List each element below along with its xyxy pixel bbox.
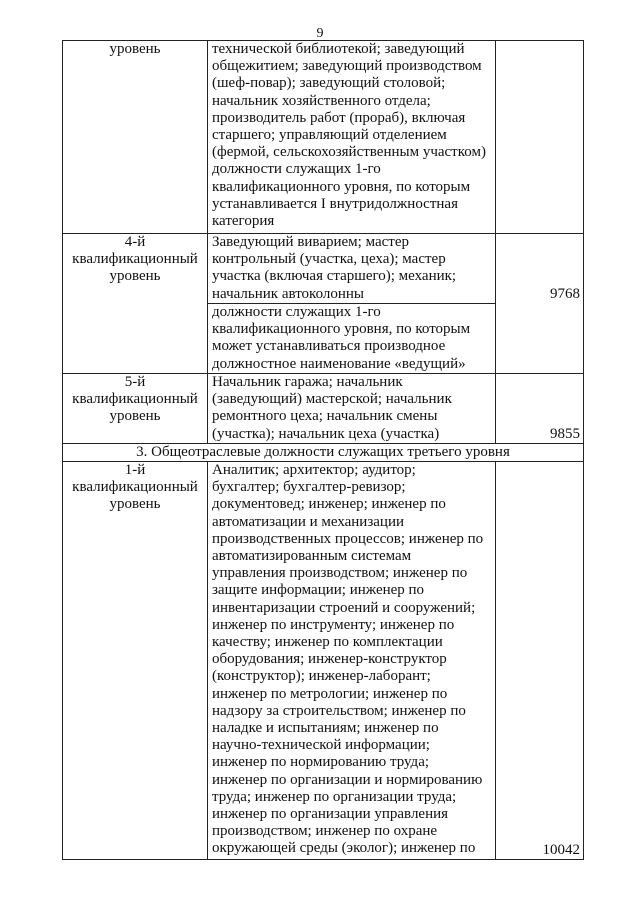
desc-line: (конструктор); инженер-лаборант; [212, 668, 431, 685]
desc-line: управления производством; инженер по [212, 565, 468, 582]
desc-line: категория [212, 213, 275, 230]
desc-line: (заведующий) мастерской; начальник [212, 391, 452, 408]
table-row [63, 374, 584, 444]
desc-line: начальник автоколонны [212, 285, 365, 302]
desc-line: производственных процессов; инженер по [212, 530, 484, 547]
desc-line: наладке и испытаниям; инженер по [212, 720, 439, 737]
desc-line: технической библиотекой; заведующий [212, 41, 465, 57]
desc-line: должности служащих 1-го [212, 304, 381, 320]
desc-line: должностное наименование «ведущий» [212, 355, 466, 372]
desc-line: документовед; инженер; инженер по [212, 496, 446, 513]
level-cell [63, 374, 208, 444]
level-line: квалификационный [72, 251, 198, 268]
level-line: 1-й [124, 462, 146, 478]
level-line: уровень [109, 408, 161, 425]
desc-line: Аналитик; архитектор; аудитор; [212, 462, 416, 478]
desc-line: Заведующий виварием; мастер [212, 234, 409, 250]
level-line: уровень [109, 268, 161, 285]
level-line: 4-й [124, 234, 146, 250]
desc-line: автоматизации и механизации [212, 513, 405, 530]
table-row [63, 234, 584, 304]
salary-cell: 9855 [496, 374, 584, 444]
level-cell [63, 462, 208, 860]
desc-line: ремонтного цеха; начальник смены [212, 408, 438, 425]
desc-line: инвентаризации строений и сооружений; [212, 599, 476, 616]
desc-line: бухгалтер; бухгалтер-ревизор; [212, 479, 406, 496]
level-line: 5-й [124, 374, 146, 390]
desc-line: надзору за строительством; инженер по [212, 702, 466, 719]
description-cell [208, 234, 496, 304]
desc-line: инженер по метрологии; инженер по [212, 685, 448, 702]
description-cell [208, 374, 496, 444]
salary-cell: 10042 [496, 462, 584, 860]
table-row [63, 41, 584, 234]
desc-line: должности служащих 1-го [212, 161, 381, 178]
desc-line: квалификационного уровня, по которым [212, 321, 471, 338]
desc-line: старшего; управляющий отделением [212, 127, 447, 144]
desc-line: защите информации; инженер по [212, 582, 425, 599]
level-line: уровень [109, 496, 161, 513]
section-header-row [63, 444, 584, 462]
desc-line: (шеф-повар); заведующий столовой; [212, 75, 446, 92]
desc-line: (фермой, сельскохозяйственным участком) [212, 144, 486, 161]
desc-line: окружающей среды (эколог); инженер по [212, 840, 476, 857]
page-number: 9 [316, 26, 324, 41]
desc-line: инженер по нормированию труда; [212, 754, 430, 771]
level-cell [63, 41, 208, 234]
description-cell [208, 41, 496, 234]
desc-line: начальник хозяйственного отдела; [212, 92, 431, 109]
desc-line: производитель работ (прораб), включая [212, 109, 466, 126]
level-cell [63, 234, 208, 374]
salary-table [62, 40, 584, 860]
desc-line: общежитием; заведующий производством [212, 58, 482, 75]
desc-line: качеству; инженер по комплектации [212, 634, 443, 651]
desc-line: квалификационного уровня, по которым [212, 178, 471, 195]
level-line: квалификационный [72, 479, 198, 496]
desc-line: инженер по инструменту; инженер по [212, 616, 455, 633]
description-cell [208, 304, 496, 374]
desc-line: контрольный (участка, цеха); мастер [212, 251, 446, 268]
desc-line: может устанавливаться производное [212, 338, 446, 355]
desc-line: инженер по организации управления [212, 806, 449, 823]
desc-line: научно-технической информации; [212, 737, 430, 754]
desc-line: производством; инженер по охране [212, 823, 438, 840]
desc-line: инженер по организации и нормированию [212, 771, 483, 788]
desc-line: участка (включая старшего); механик; [212, 268, 457, 285]
salary-value: 9768 [550, 286, 580, 302]
table-row [63, 462, 584, 860]
desc-line: оборудования; инженер-конструктор [212, 651, 447, 668]
salary-cell [496, 41, 584, 234]
section-title: 3. Общеотраслевые должности служащих третьего уровня [63, 444, 584, 462]
desc-line: Начальник гаража; начальник [212, 374, 403, 390]
level-line: уровень [109, 41, 161, 57]
salary-cell [496, 234, 584, 374]
desc-line: автоматизированным системам [212, 548, 412, 565]
level-line: квалификационный [72, 391, 198, 408]
desc-line: устанавливается I внутридолжностная [212, 195, 458, 212]
description-cell [208, 462, 496, 860]
desc-line: (участка); начальник цеха (участка) [212, 425, 440, 442]
desc-line: труда; инженер по организации труда; [212, 788, 457, 805]
